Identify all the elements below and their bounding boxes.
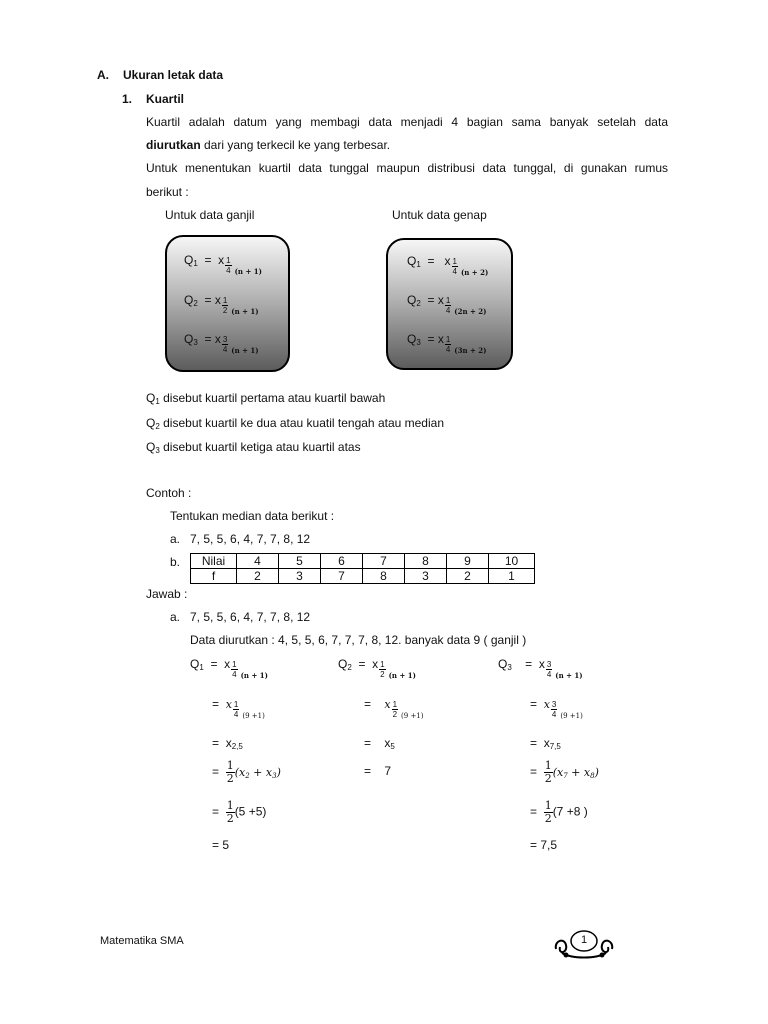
definition-q3: $Q_3$ disebut kuartil ketiga atau kuartil atas	[146, 440, 361, 455]
table-cell: 5	[279, 554, 321, 569]
answer-q3-result: = 7,5	[530, 838, 558, 852]
table-row	[191, 554, 535, 569]
answer-q2-result: = 7	[364, 764, 392, 778]
answer-q3-step-4: = $\frac{1}{2}(x_7 + x_8)$	[530, 759, 599, 785]
answer-q3-step-3: = $x_{7,5}$	[530, 736, 561, 751]
answer-a-data: 7, 5, 5, 6, 4, 7, 7, 8, 12	[190, 610, 311, 624]
example-label: Contoh :	[146, 486, 192, 500]
table-cell: 7	[321, 569, 363, 584]
odd-data-label: Untuk data ganjil	[165, 208, 255, 222]
table-cell: 6	[321, 554, 363, 569]
definition-q1: $Q_1$ disebut kuartil pertama atau kuartil bawah	[146, 391, 386, 406]
answer-q1-step-3: = $x_{2,5}$	[212, 736, 243, 751]
definition-q2: $Q_2$ disebut kuartil ke dua atau kuatil tengah atau median	[146, 416, 444, 431]
answer-q1-step-2: = x $\frac{1}{4}$ $_{(9 +1)}$	[212, 697, 265, 720]
answer-label: Jawab :	[146, 587, 188, 601]
answer-q3-step-5: = $\frac{1}{2}(7 +8$ )	[530, 799, 588, 825]
answer-q2-header: $Q_2 = x$ $\frac{1}{2}$ $_{(n + 1)}$	[338, 657, 416, 680]
table-cell: 1	[489, 569, 535, 584]
answer-a-label: a.	[170, 610, 181, 624]
example-prompt: Tentukan median data berikut :	[170, 509, 335, 523]
answer-q3-step-2: = x $\frac{3}{4}$ $_{(9 +1)}$	[530, 697, 583, 720]
bold-word: diurutkan	[146, 138, 201, 152]
table-cell: 2	[237, 569, 279, 584]
section-letter: A.	[97, 68, 109, 82]
example-b-label: b.	[170, 555, 181, 569]
odd-q1-formula: $Q_1 = x$ $\frac{1}{4}$ $_{(n + 1)}$	[184, 253, 262, 276]
odd-q2-formula: $Q_2 = x$ $\frac{1}{2}$ $_{(n + 1)}$	[184, 293, 259, 316]
answer-q1-header: $Q_1 = x$ $\frac{1}{4}$ $_{(n + 1)}$	[190, 657, 268, 680]
answer-q1-step-5: = $\frac{1}{2}(5 +5)$	[212, 799, 267, 825]
even-q2-formula: $Q_2 = x$ $\frac{1}{4}$ $_{(2n + 2)}$	[407, 293, 487, 316]
frequency-table	[190, 553, 535, 584]
table-cell: f	[191, 569, 237, 584]
paragraph-1-line-2	[146, 138, 390, 152]
subsection-number: 1.	[122, 92, 133, 106]
section-title: Ukuran letak data	[123, 68, 224, 82]
example-a-label: a.	[170, 532, 181, 546]
table-cell: Nilai	[191, 554, 237, 569]
answer-q2-step-2: = x $\frac{1}{2}$ $_{(9 +1)}$	[364, 697, 424, 720]
odd-formula-box	[165, 235, 290, 372]
odd-q3-formula: $Q_3 = x$ $\frac{3}{4}$ $_{(n + 1)}$	[184, 332, 259, 355]
paragraph-1-line-1: Kuartil adalah datum yang membagi data menjadi 4 bagian sama banyak setelah data	[146, 115, 668, 129]
example-a-data: 7, 5, 5, 6, 4, 7, 7, 8, 12	[190, 532, 311, 546]
even-q3-formula: $Q_3 = x$ $\frac{1}{4}$ $_{(3n + 2)}$	[407, 332, 487, 355]
even-formula-box	[386, 238, 513, 370]
footer-text: Matematika SMA	[100, 935, 184, 947]
answer-q3-header: $Q_3$ = x $\frac{3}{4}$ $_{(n + 1)}$	[498, 657, 583, 680]
table-row	[191, 569, 535, 584]
subsection-title: Kuartil	[146, 92, 185, 106]
answer-q2-step-3: = $x_5$	[364, 736, 395, 751]
paragraph-2-line-1: Untuk menentukan kuartil data tunggal maupun distribusi data tunggal, di gunakan rumus	[146, 161, 668, 175]
table-cell: 10	[489, 554, 535, 569]
paragraph-2-line-2: berikut :	[146, 185, 189, 199]
sorted-data: Data diurutkan : 4, 5, 5, 6, 7, 7, 7, 8, 12. banyak data 9 ( ganjil )	[190, 633, 527, 647]
even-data-label: Untuk data genap	[392, 208, 487, 222]
table-cell: 2	[447, 569, 489, 584]
paragraph-1-rest: dari yang terkecil ke yang terbesar.	[200, 138, 391, 152]
table-cell: 3	[405, 569, 447, 584]
table-cell: 3	[279, 569, 321, 584]
table-cell: 7	[363, 554, 405, 569]
answer-q1-result: = 5	[212, 838, 230, 852]
page-number: 1	[580, 934, 588, 946]
answer-q1-step-4: = $\frac{1}{2}(x_2 + x_3)$	[212, 759, 281, 785]
table-cell: 4	[237, 554, 279, 569]
even-q1-formula: $Q_1$ = x $\frac{1}{4}$ $_{(n + 2)}$	[407, 254, 489, 277]
table-cell: 9	[447, 554, 489, 569]
table-cell: 8	[363, 569, 405, 584]
table-cell: 8	[405, 554, 447, 569]
